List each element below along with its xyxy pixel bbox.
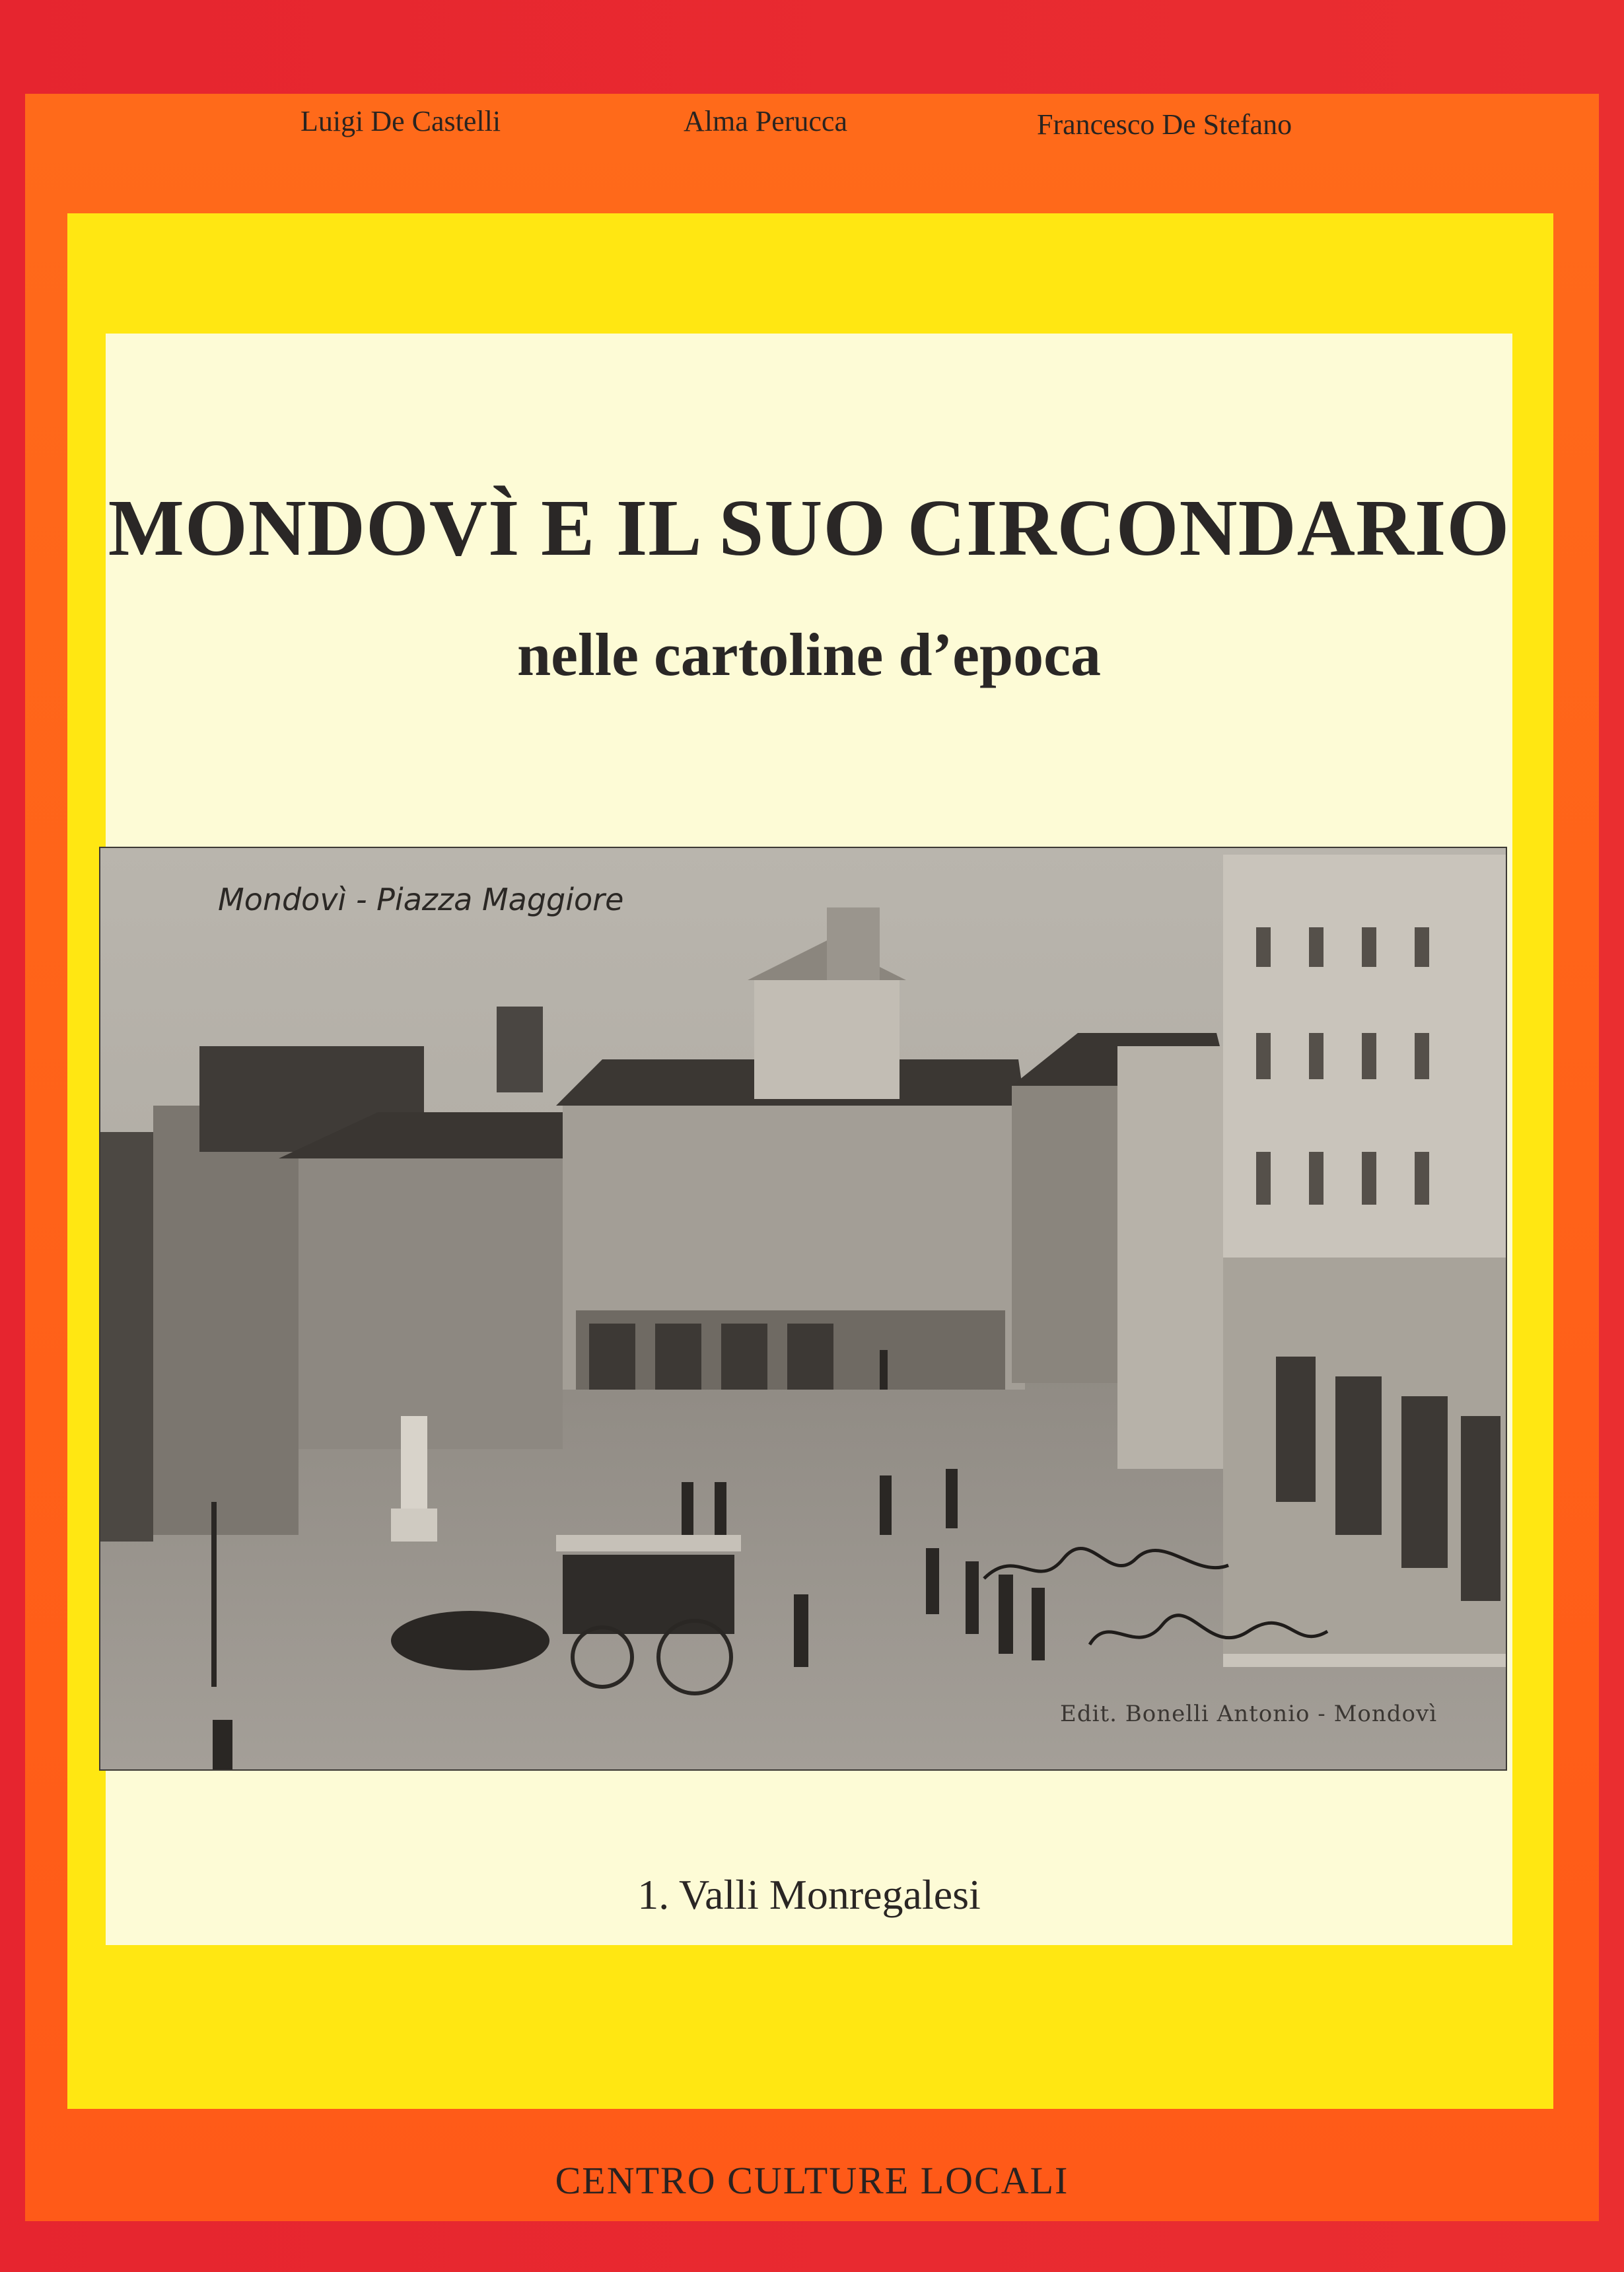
handwritten-signature — [977, 1532, 1341, 1684]
postcard-publisher-imprint: Edit. Bonelli Antonio - Mondovì — [1060, 1701, 1438, 1727]
book-subtitle: nelle cartoline d’epoca — [516, 621, 1102, 688]
publisher-name: CENTRO CULTURE LOCALI — [555, 2159, 1069, 2202]
book-title: MONDOVÌ E IL SUO CIRCONDARIO — [108, 483, 1510, 573]
author-name: Francesco De Stefano — [1037, 108, 1292, 141]
postcard-caption: Mondovì - Piazza Maggiore — [218, 882, 624, 917]
author-name: Alma Perucca — [684, 105, 847, 137]
author-name: Luigi De Castelli — [300, 105, 501, 137]
volume-label: 1. Valli Monregalesi — [637, 1871, 981, 1918]
